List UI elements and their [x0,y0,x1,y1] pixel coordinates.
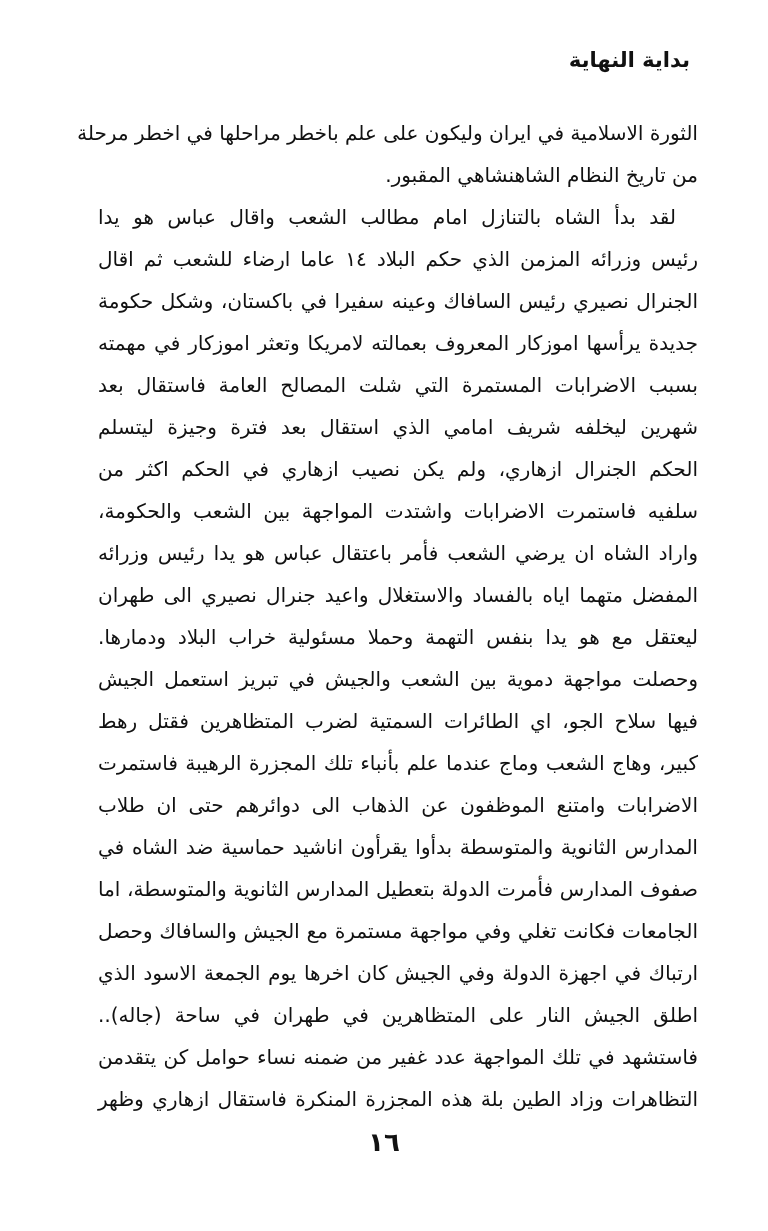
text-line: اطلق الجيش النار على المتظاهرين في طهران في ساحة (جاله).. [98,1003,698,1027]
text-line: لقد بدأ الشاه بالتنازل امام مطالب الشعب واقال عباس هو يدا [98,205,676,229]
text-line: المدارس الثانوية والمتوسطة بدأوا يقرأون اناشيد حماسية ضد الشاه في [98,835,698,859]
running-header: بداية النهاية [568,48,690,72]
text-line: ارتباك في اجهزة الدولة وفي الجيش كان اخرها يوم الجمعة الاسود الذي [98,961,698,985]
text-line: الجامعات فكانت تغلي وفي مواجهة مستمرة مع الجيش والسافاك وحصل [98,919,698,943]
text-line: بسبب الاضرابات المستمرة التي شلت المصالح العامة فاستقال بعد [98,373,698,397]
text-line: فيها سلاح الجو، اي الطائرات السمتية لضرب المتظاهرين فقتل رهط [98,709,698,733]
text-line: الاضرابات وامتنع الموظفون عن الذهاب الى دوائرهم حتى ان طلاب [98,793,698,817]
text-line: جديدة يرأسها اموزكار المعروف بعمالته لامريكا وتعثر اموزكار في مهمته [98,331,698,355]
text-line: التظاهرات وزاد الطين بلة هذه المجزرة المنكرة فاستقال ازهاري وظهر [98,1087,698,1111]
text-line: سلفيه فاستمرت الاضرابات واشتدت المواجهة بين الشعب والحكومة، [98,499,698,523]
text-line: وحصلت مواجهة دموية بين الشعب والجيش في تبريز استعمل الجيش [98,667,698,691]
text-line: الجنرال نصيري رئيس السافاك وعينه سفيرا في باكستان، وشكل حكومة [98,289,698,313]
text-line: من تاريخ النظام الشاهنشاهي المقبور. [385,163,698,187]
text-line: ليعتقل مع هو يدا بنفس التهمة وحملا مسئولية خراب البلاد ودمارها. [98,625,698,649]
page-body [77,112,698,1120]
text-line: الثورة الاسلامية في ايران وليكون على علم باخطر مراحلها في اخطر مرحلة [77,121,698,145]
page-number: ١٦ [368,1128,400,1158]
text-line: واراد الشاه ان يرضي الشعب فأمر باعتقال عباس هو يدا رئيس وزرائه [98,541,698,565]
text-line: شهرين ليخلفه شريف امامي الذي استقال بعد فترة وجيزة ليتسلم [98,415,698,439]
text-line: الحكم الجنرال ازهاري، ولم يكن نصيب ازهاري في الحكم اكثر من [98,457,698,481]
text-line: المفضل متهما اياه بالفساد والاستغلال واعيد جنرال نصيري الى طهران [98,583,698,607]
text-line: فاستشهد في تلك المواجهة عدد غفير من ضمنه نساء حوامل كن يتقدمن [98,1045,698,1069]
text-line: رئيس وزرائه المزمن الذي حكم البلاد ١٤ عاما ارضاء للشعب ثم اقال [98,247,698,271]
text-line: كبير، وهاج الشعب وماج عندما علم بأنباء تلك المجزرة الرهيبة فاستمرت [98,751,698,775]
text-line: صفوف المدارس فأمرت الدولة بتعطيل المدارس الثانوية والمتوسطة، اما [98,877,698,901]
